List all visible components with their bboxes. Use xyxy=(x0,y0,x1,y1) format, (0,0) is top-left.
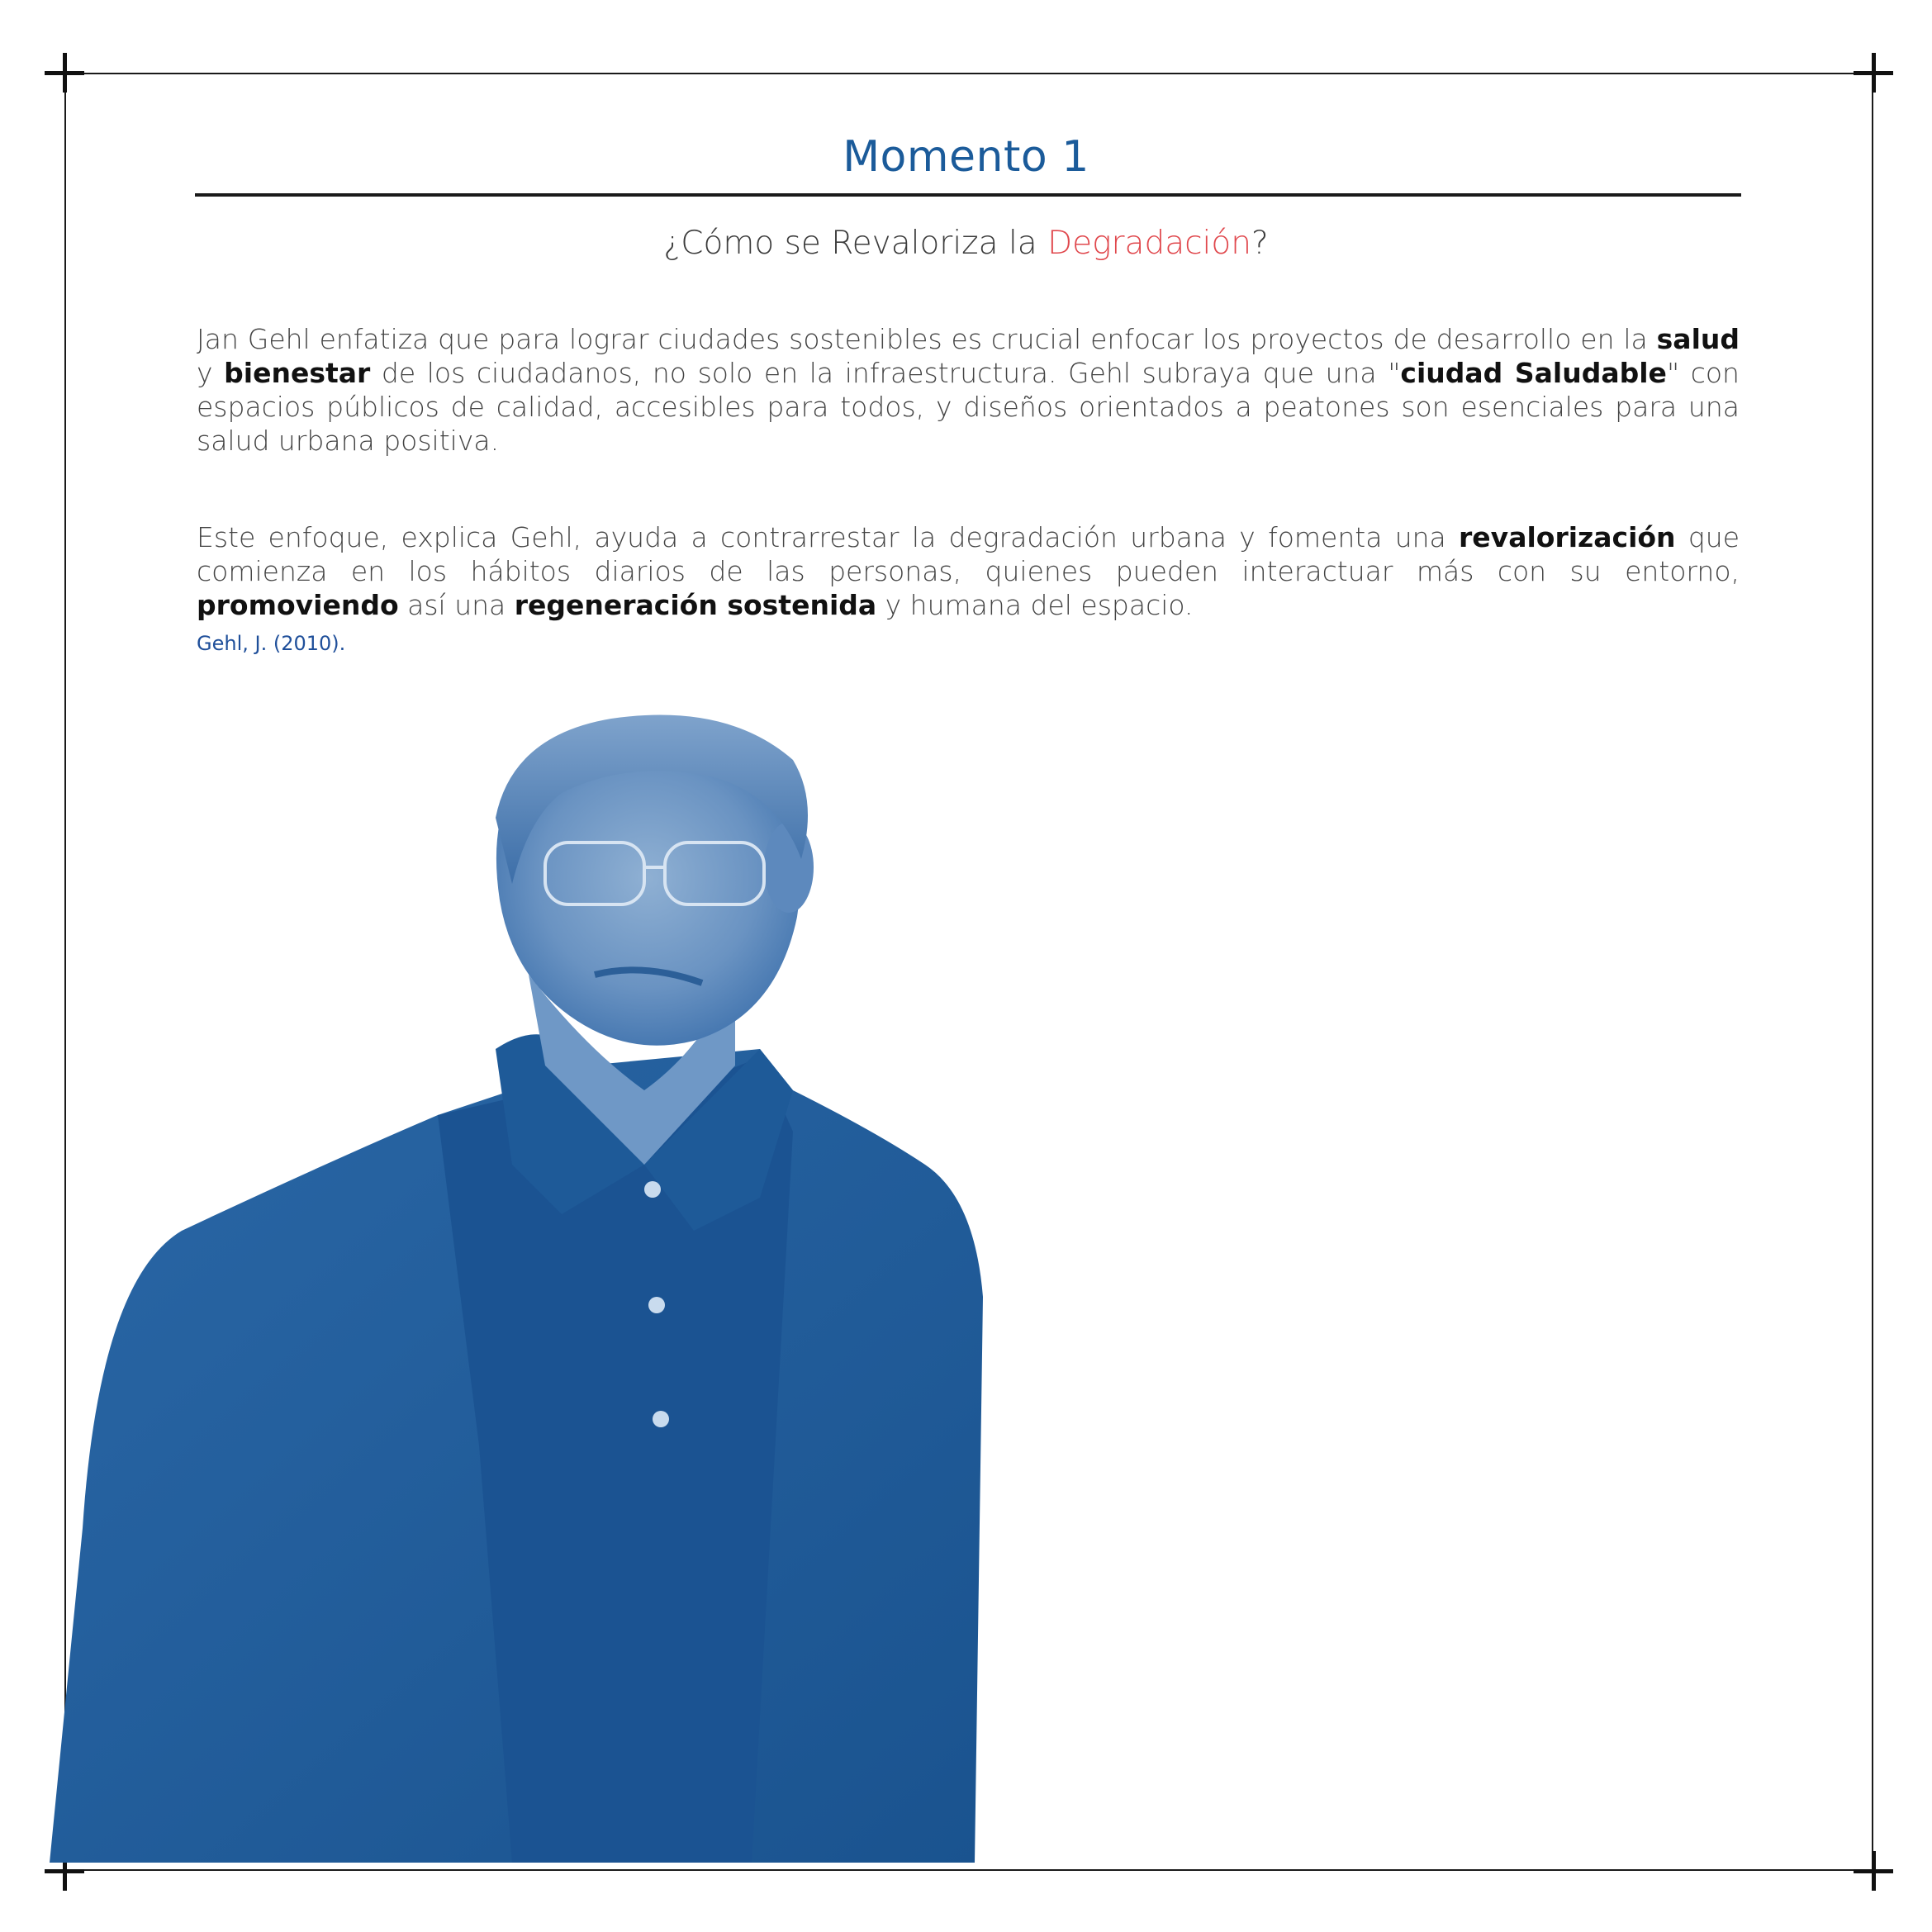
bold-term: revalorización xyxy=(1459,521,1676,553)
bold-term: promoviendo xyxy=(197,589,399,621)
paragraph-text: " con espacios públicos de calidad, accesibles para todos, y diseños orientados a peatones son esenciales para una salud urbana positiva. xyxy=(197,357,1740,457)
bold-term: salud xyxy=(1656,323,1740,355)
citation: Gehl, J. (2010). xyxy=(197,632,346,655)
subtitle-suffix: ? xyxy=(1251,225,1269,262)
paragraph-text: de los ciudadanos, no solo en la infraestructura. Gehl subraya que una " xyxy=(370,357,1401,389)
subtitle-highlight: Degradación xyxy=(1047,225,1251,262)
button-shape xyxy=(644,1181,661,1198)
paragraph-1 xyxy=(197,322,1740,458)
paragraph-text: que comienza en los hábitos diarios de las personas, quienes pueden interactuar más con su entorno, xyxy=(197,521,1740,587)
bold-term: ciudad Saludable xyxy=(1400,357,1667,389)
portrait-photo xyxy=(50,702,1239,1863)
paragraph-text: Jan Gehl enfatiza que para lograr ciudades sostenibles es crucial enfocar los proyectos de desarrollo en la xyxy=(197,323,1657,355)
bold-term: regeneración sostenida xyxy=(514,589,877,621)
paragraph-text: y humana del espacio. xyxy=(876,589,1194,621)
button-shape xyxy=(653,1411,669,1427)
paragraph-2 xyxy=(197,520,1740,622)
page-title: Momento 1 xyxy=(843,132,1089,182)
paragraph-text: Este enfoque, explica Gehl, ayuda a contrarrestar la degradación urbana y fomenta una xyxy=(197,521,1460,553)
title-divider xyxy=(195,193,1741,197)
crop-mark-top-left xyxy=(45,53,84,93)
subtitle-text: ¿Cómo se Revaloriza la xyxy=(663,225,1048,262)
button-shape xyxy=(648,1297,665,1313)
crop-mark-top-right xyxy=(1854,53,1893,93)
page-subtitle xyxy=(0,225,1932,262)
paragraph-text: así una xyxy=(398,589,515,621)
crop-mark-bottom-right xyxy=(1854,1851,1893,1891)
paragraph-text: y xyxy=(197,357,225,389)
bold-term: bienestar xyxy=(224,357,371,389)
